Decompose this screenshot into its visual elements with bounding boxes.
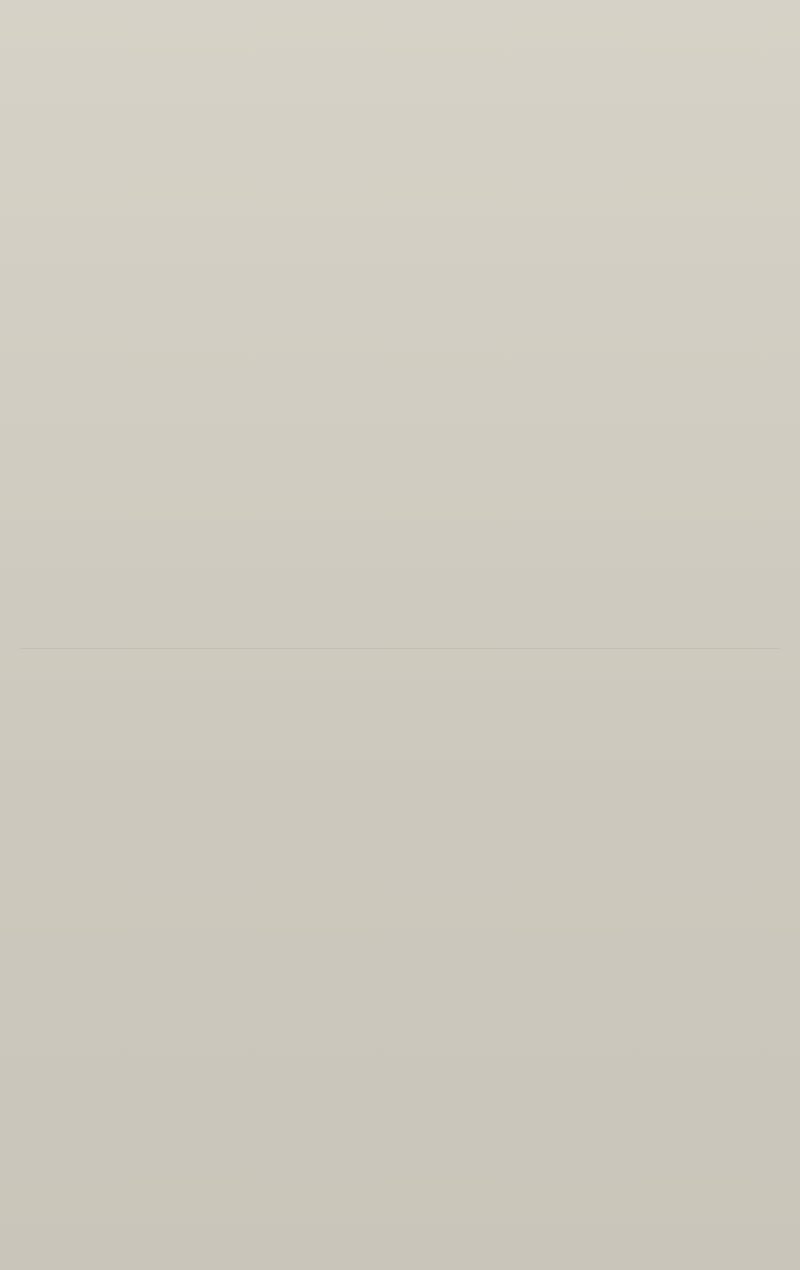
section-divider bbox=[20, 648, 780, 649]
